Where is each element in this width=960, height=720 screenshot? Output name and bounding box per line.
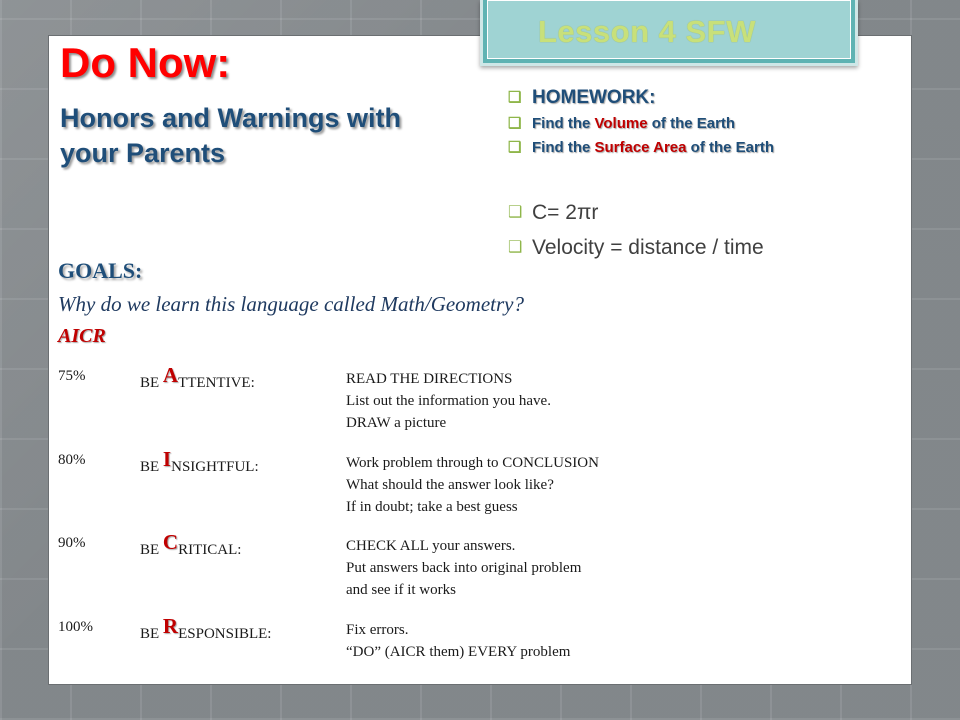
aicr-description	[346, 619, 570, 663]
task-text: Find the	[532, 115, 595, 132]
aicr-letter: A	[162, 363, 179, 387]
lesson-title: Lesson 4 SFW	[538, 14, 756, 49]
aicr-line: What should the answer look like?	[346, 477, 554, 493]
aicr-line: CHECK ALL your answers.	[346, 538, 516, 554]
homework-list	[508, 84, 774, 160]
aicr-letter: I	[162, 447, 172, 471]
aicr-trait	[140, 614, 272, 644]
aicr-trait	[140, 363, 255, 393]
aicr-line: “DO” (AICR them) EVERY problem	[346, 644, 571, 660]
aicr-line: READ THE DIRECTIONS	[346, 371, 513, 387]
task-text: of the Earth	[686, 139, 775, 156]
aicr-description	[346, 452, 599, 518]
task-highlight: Surface Area	[594, 139, 687, 156]
homework-task	[508, 136, 774, 160]
aicr-percent: 80%	[58, 452, 86, 468]
equation-text: Velocity = distance / time	[532, 236, 764, 259]
aicr-line: List out the information you have.	[346, 393, 551, 409]
checkbox-bullet-icon: ❑	[508, 89, 522, 106]
aicr-line: Put answers back into original problem	[346, 560, 582, 576]
equation-text: C= 2πr	[532, 201, 599, 224]
equation-list	[508, 195, 764, 265]
homework-heading	[508, 84, 774, 112]
aicr-trait-rest: RITICAL:	[178, 542, 242, 558]
task-highlight: Volume	[594, 115, 648, 132]
checkbox-bullet-icon: ❑	[508, 115, 522, 132]
aicr-trait-rest: NSIGHTFUL:	[171, 459, 259, 475]
aicr-percent: 75%	[58, 368, 86, 384]
task-text: of the Earth	[647, 115, 736, 132]
aicr-letter: C	[162, 530, 179, 554]
aicr-trait	[140, 530, 242, 560]
aicr-description	[346, 535, 581, 601]
homework-task	[508, 112, 774, 136]
aicr-percent: 90%	[58, 535, 86, 551]
aicr-description	[346, 368, 551, 434]
equation-item	[508, 230, 764, 265]
aicr-be: BE	[140, 542, 163, 558]
goals-question: Why do we learn this language called Math/Geometry?	[58, 292, 524, 316]
aicr-be: BE	[140, 459, 163, 475]
aicr-line: Work problem through to CONCLUSION	[346, 455, 599, 471]
checkbox-bullet-icon: ❑	[508, 239, 523, 256]
do-now-title: Do Now:	[60, 39, 231, 86]
homework-heading-text: HOMEWORK:	[532, 87, 656, 108]
aicr-trait-rest: TTENTIVE:	[178, 375, 255, 391]
aicr-percent: 100%	[58, 619, 93, 635]
equation-item	[508, 195, 764, 230]
aicr-trait-rest: ESPONSIBLE:	[178, 626, 272, 642]
do-now-subtitle: Honors and Warnings with your Parents	[60, 103, 401, 168]
aicr-line: Fix errors.	[346, 622, 409, 638]
aicr-line: DRAW a picture	[346, 415, 447, 431]
aicr-trait	[140, 447, 259, 477]
aicr-label: AICR	[58, 325, 106, 347]
aicr-be: BE	[140, 375, 163, 391]
aicr-be: BE	[140, 626, 163, 642]
aicr-line: If in doubt; take a best guess	[346, 499, 518, 515]
checkbox-bullet-icon: ❑	[508, 139, 522, 156]
aicr-line: and see if it works	[346, 582, 456, 598]
goals-label: GOALS:	[58, 258, 143, 283]
task-text: Find the	[532, 139, 595, 156]
aicr-letter: R	[162, 614, 179, 638]
checkbox-bullet-icon: ❑	[508, 204, 523, 221]
